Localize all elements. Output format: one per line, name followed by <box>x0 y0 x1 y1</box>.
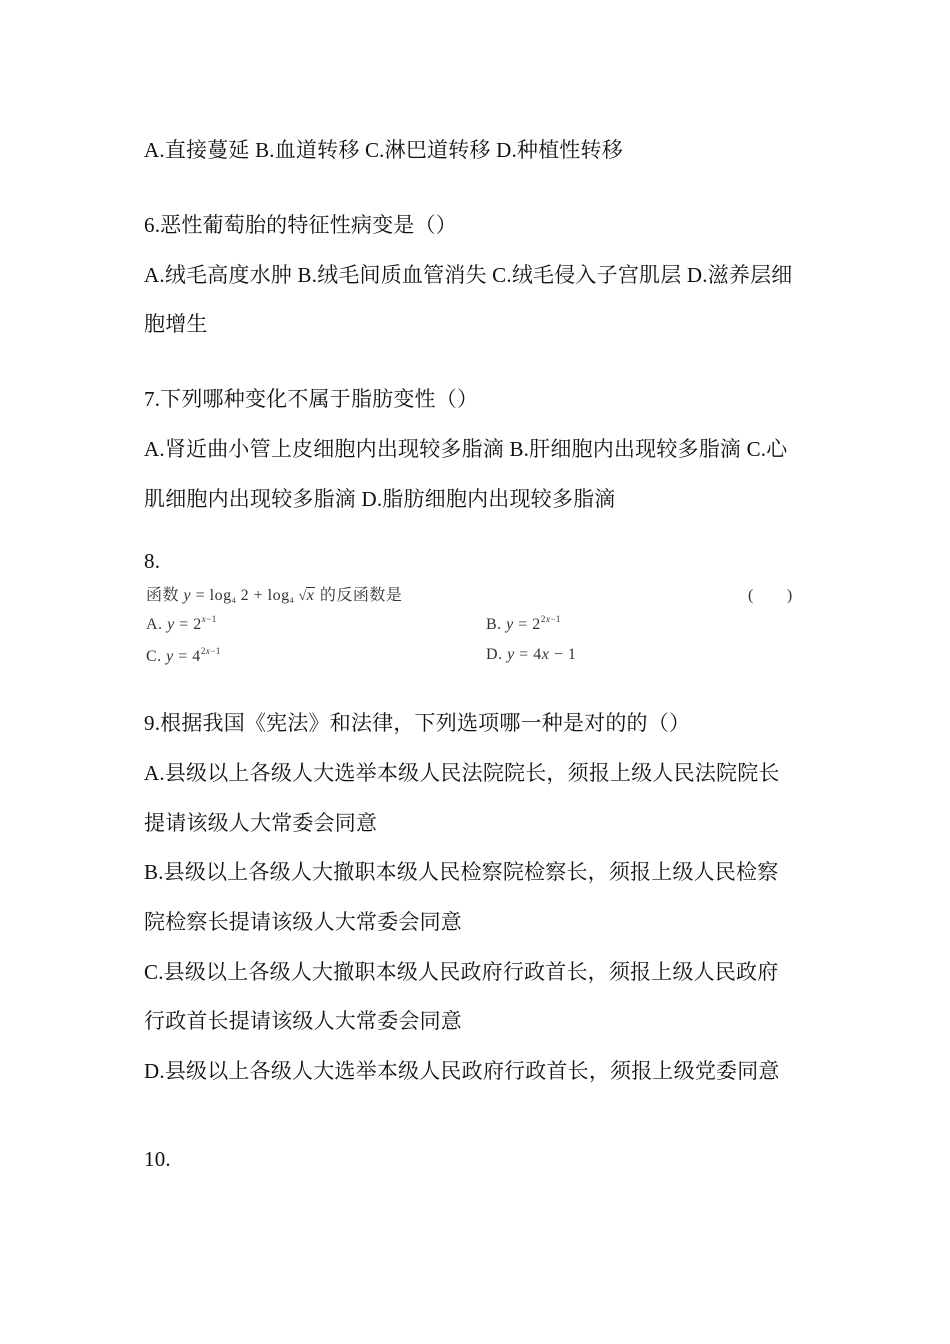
q9-option-a-line2: 提请该级人大常委会同意 <box>144 811 378 835</box>
q8-number: 8. <box>144 549 161 573</box>
q10-number: 10. <box>144 1147 171 1171</box>
q6-options-line2: 胞增生 <box>144 312 208 336</box>
q9-option-d: D.县级以上各级人大选举本级人民政府行政首长，须报上级党委同意 <box>144 1059 780 1083</box>
q6-options-line1: A.绒毛高度水肿 B.绒毛间质血管消失 C.绒毛侵入子宫肌层 D.滋养层细 <box>144 263 793 287</box>
q8-stem: 函数 $y = \log_4 2 + \log_4 √x$ 的反函数是 <box>146 587 403 605</box>
q8-option-c: C. $y = 4^{2x-1}$ <box>146 646 221 665</box>
q7-stem: 7.下列哪种变化不属于脂肪变性（） <box>144 387 479 411</box>
q9-stem: 9.根据我国《宪法》和法律，下列选项哪一种是对的的（） <box>144 711 691 735</box>
q8-option-a: A. $y = 2^{x-1}$ <box>146 614 217 633</box>
q8-option-b: B. $y = 2^{2x-1}$ <box>486 614 561 633</box>
q9-option-b-line2: 院检察长提请该级人大常委会同意 <box>144 910 462 934</box>
q6-stem: 6.恶性葡萄胎的特征性病变是（） <box>144 213 457 237</box>
q8-option-d: D. y = 4x − 1 <box>486 646 577 663</box>
q8-paren: ( ) <box>748 587 793 604</box>
q9-option-b-line1: B.县级以上各级人大撤职本级人民检察院检察长，须报上级人民检察 <box>144 860 779 884</box>
q5-options: A.直接蔓延 B.血道转移 C.淋巴道转移 D.种植性转移 <box>144 138 623 162</box>
q9-option-c-line2: 行政首长提请该级人大常委会同意 <box>144 1009 462 1033</box>
q7-options-line1: A.肾近曲小管上皮细胞内出现较多脂滴 B.肝细胞内出现较多脂滴 C.心 <box>144 437 788 461</box>
q9-option-c-line1: C.县级以上各级人大撤职本级人民政府行政首长，须报上级人民政府 <box>144 960 779 984</box>
q7-options-line2: 肌细胞内出现较多脂滴 D.脂肪细胞内出现较多脂滴 <box>144 487 616 511</box>
q9-option-a-line1: A.县级以上各级人大选举本级人民法院院长，须报上级人民法院院长 <box>144 761 780 785</box>
